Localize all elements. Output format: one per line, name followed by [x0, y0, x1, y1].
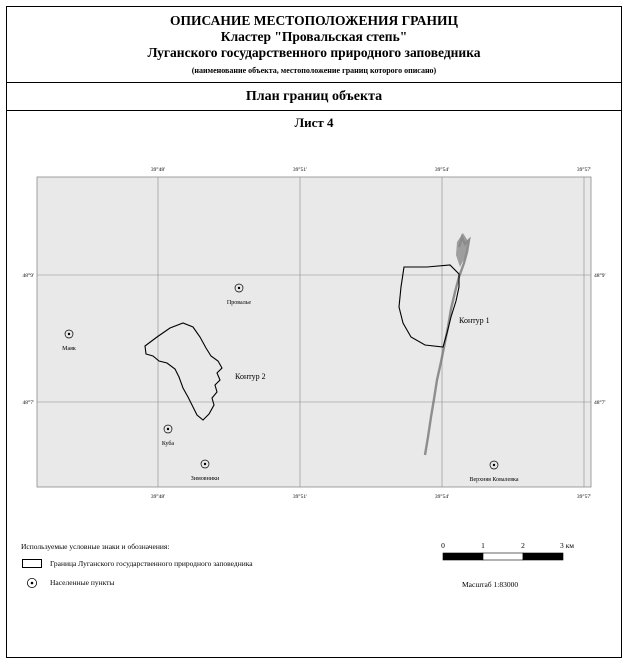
contour-1-label: Контур 1 — [459, 316, 490, 325]
document-frame — [6, 6, 622, 658]
coord-label-bottom-2: 39°51' — [292, 494, 308, 500]
scale-tick-labels — [441, 541, 574, 550]
plan-title: План границ объекта — [245, 89, 383, 104]
circle-dot-center-icon — [238, 287, 240, 289]
coord-label-bottom-3: 39°54' — [434, 494, 450, 500]
coord-label-top-3: 39°54' — [434, 167, 450, 173]
map-background — [37, 177, 591, 487]
coord-label-right-1: 48°9' — [594, 273, 606, 279]
coord-label-top-4: 39°57' — [576, 167, 592, 173]
document-title-line-2: Кластер "Провальская степь" — [220, 29, 408, 44]
scale-bar-segments — [443, 553, 563, 560]
map-top-labels — [151, 166, 591, 173]
settlement-label: Верхняя Ковалевка — [469, 477, 519, 483]
map-left-labels — [23, 272, 34, 406]
circle-dot-center-icon — [493, 464, 495, 466]
coord-label-top-2: 39°51' — [292, 167, 308, 173]
document-title-line-3: Луганского государственного природного заповедника — [147, 45, 481, 60]
sheet-title: Лист 4 — [294, 115, 334, 130]
document-title-note: (наименование объекта, местоположение границ которого описано) — [191, 66, 437, 75]
map-bottom-labels — [151, 493, 591, 500]
coord-label-right-2: 48°7' — [594, 400, 606, 406]
document-title-line-1: ОПИСАНИЕ МЕСТОПОЛОЖЕНИЯ ГРАНИЦ — [170, 13, 458, 28]
plan-title-block — [7, 83, 621, 111]
title-block — [7, 7, 621, 83]
legend-item-label: Граница Луганского государственного природного заповедника — [50, 558, 253, 568]
scale-bar-figure — [437, 540, 597, 572]
legend-item-label: Населенные пункты — [50, 577, 115, 587]
coord-label-left-1: 48°9' — [22, 273, 34, 279]
legend-item-boundary — [21, 558, 421, 569]
contour-2-label: Контур 2 — [235, 372, 266, 381]
legend — [21, 542, 421, 596]
sheet-title-block — [7, 111, 621, 134]
map-figure — [7, 137, 621, 537]
coord-label-bottom-1: 39°48' — [150, 494, 166, 500]
circle-dot-center-icon — [68, 333, 70, 335]
legend-item-settlements — [21, 577, 421, 588]
map-right-labels — [594, 272, 605, 406]
settlement-label: Маяк — [62, 346, 76, 352]
settlement-label: Провалье — [226, 300, 252, 306]
coord-label-left-2: 48°7' — [22, 400, 34, 406]
circle-dot-center-icon — [167, 428, 169, 430]
scale-bar — [437, 540, 597, 577]
legend-title: Используемые условные знаки и обозначения: — [21, 542, 170, 551]
scale-tick-0: 0 — [441, 541, 445, 550]
scale-tick-3: 3 км — [559, 541, 575, 550]
circle-dot-center-icon — [204, 463, 206, 465]
settlement-label: Куба — [161, 441, 175, 447]
coord-label-top-1: 39°48' — [150, 167, 166, 173]
settlement-label: Зимовники — [190, 476, 220, 482]
map-area — [7, 137, 621, 537]
scale-label: Масштаб 1:83000 — [462, 580, 519, 589]
scale-tick-2: 2 — [521, 541, 525, 550]
settlement-symbol-icon — [21, 577, 43, 588]
scale-tick-1: 1 — [481, 541, 485, 550]
boundary-symbol-icon — [21, 558, 43, 569]
coord-label-bottom-4: 39°57' — [576, 494, 592, 500]
